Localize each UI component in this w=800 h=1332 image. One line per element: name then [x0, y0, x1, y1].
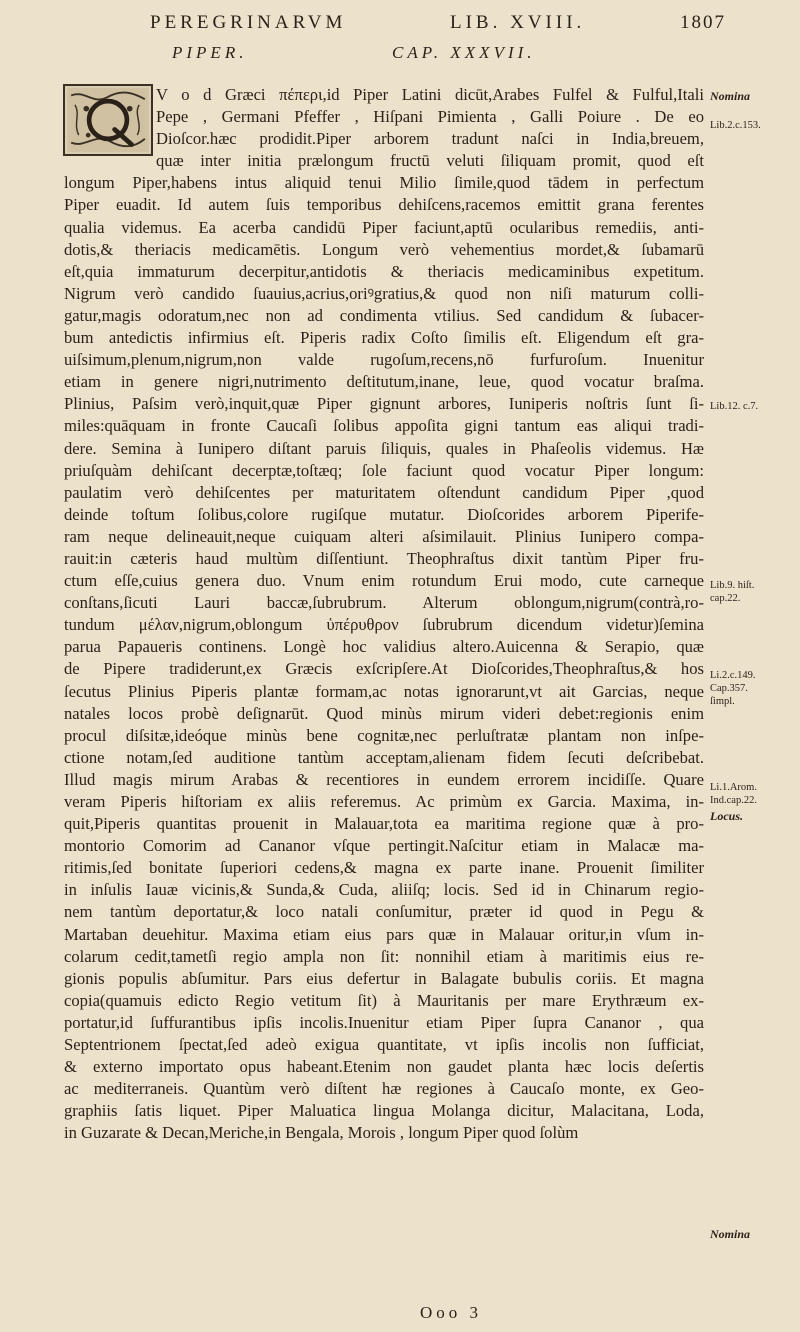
text-line: Martaban deuehitur. Maxima etiam eius pars quæ in Malauar oritur,in vſum in-	[64, 924, 704, 944]
margin-note: Lib.2.c.153.	[710, 120, 761, 131]
text-line: Pepe , Germani Pfeffer , Hiſpani Pimienta , Galli Poiure . De eo	[156, 107, 704, 127]
text-line: veram Piperis hiſtoriam ex aliis referemus. Ac primùm ex Garcia. Maxima, in-	[64, 792, 704, 811]
text-line: graphiis ſatis liquet. Piper Maluatica lingua Molanga dicitur, Malacitana, Loda,	[64, 1101, 704, 1121]
text-line: conſtans,ſicuti Lauri baccæ,ſubrubrum. Alterum oblongum,nigrum(contrà,ro-	[64, 593, 704, 613]
margin-note: Li.2.c.149.	[710, 670, 756, 681]
margin-note: Lib.9. hiſt.	[710, 580, 755, 591]
margin-note: Ind.cap.22.	[710, 795, 757, 806]
page-number: 1807	[680, 12, 726, 33]
margin-note: Cap.357.	[710, 683, 748, 694]
text-line: ac mediterraneis. Quantùm verò diſtent hæ regiones à Caucaſo monte, ex Geo-	[64, 1079, 704, 1099]
margin-note: Locus.	[710, 809, 743, 823]
text-line: paulatim verò dehiſcentes per maturitatem oſtendunt candidum Piper ,quod	[64, 482, 704, 502]
running-head-book: LIB. XVIII.	[450, 12, 586, 33]
text-line: ſecutus Plinius Piperis plantæ formam,ac notas ignorarunt,vt ait Garcias, neque	[64, 681, 704, 701]
text-line: gatur,magis odoratum,nec non ad condimenta vtilius. Sed candidum & ſubacer-	[64, 305, 704, 325]
text-line: quit,Piperis quantitas prouenit in Malauar,tota ea maritima regione quæ à pro-	[64, 814, 704, 834]
text-line: bum antedictis infirmius eſt. Piperis radix Coſto ſimilis eſt. Eligendum eſt gra-	[64, 328, 704, 348]
text-line: copia(quamuis edicto Regio vetitum ſit) à Mauritanis per mare Erythræum ex-	[64, 990, 704, 1010]
margin-note: Nomina	[710, 89, 751, 103]
text-line: dere. Semina à Iunipero diſtant paruis ſiliquis, quales in Phaſeolis videmus. Hæ	[64, 438, 704, 458]
text-line: in inſulis Iauæ vicinis,& Sunda,& Cuda, aliiſq; locis. Sed id in Chinarum regio-	[64, 880, 704, 900]
body-text	[64, 84, 704, 1145]
text-line: uiſsimum,plenum,nigrum,non valde rugoſum,recens,nō furfuroſum. Inuenitur	[64, 350, 704, 370]
chapter-number: CAP. XXXVII.	[392, 43, 536, 62]
text-line: de Pipere tradiderunt,ex Græcis exſcripſere.At Dioſcorides,Theophraſtus,& hos	[64, 659, 704, 679]
margin-note: Lib.12. c.7.	[710, 401, 759, 412]
margin-note: cap.22.	[710, 593, 741, 604]
text-line: longum Piper,habens intus aliquid tenui Milio ſimile,quod tādem in perfectum	[64, 173, 704, 193]
signature-mark: Ooo 3	[420, 1303, 483, 1322]
running-head-title: PEREGRINARVM	[150, 12, 347, 33]
text-line: eſt,quia immaturum decerpitur,antidotis & theriacis medicaminibus expetitum.	[64, 261, 704, 281]
text-line: montorio Comorim ad Cananor vſque pertingit.Naſcitur etiam in Malacæ ma-	[64, 836, 704, 856]
text-line: Dioſcor.hæc prodidit.Piper arborem tradunt naſci in India,breuem,	[156, 129, 704, 149]
text-line: ctum eſſe,cuius genera duo. Vnum enim rotundum Erui modo, cute carneque	[64, 571, 704, 591]
text-line: etiam in genere nigri,nutrimento deſtitutum,inane, leue, quod vocatur braſma.	[64, 372, 704, 392]
text-line: portatur,id ſuffurantibus ipſis incolis.Inuenitur etiam Piper ſupra Cananor , qua	[64, 1012, 704, 1032]
margin-note: Li.1.Arom.	[710, 782, 757, 793]
chapter-title: PIPER.	[172, 43, 248, 62]
text-line: qualia videmus. Ea acerba candidū Piper faciunt,aptū ocularibus remediis, anti-	[64, 217, 704, 237]
text-line: rauit:in cæteris haud multùm diſſentiunt. Theophraſtus dixit tantùm Piper fru-	[64, 548, 704, 568]
text-line: Illud magis mirum Arabas & recentiores in eundem errorem incidiſſe. Quare	[64, 769, 704, 789]
text-line: Piper euadit. Id autem ſuis temporibus dehiſcens,racemos emittit grana ferentes	[64, 195, 704, 215]
text-line: ritimis,ſed bonitate ſuperiori cedens,& magna ex parte inane. Prouenit ſimiliter	[64, 858, 704, 878]
text-line: colarum cedit,tametſi regio ampla non ſit: nonnihil etiam à maritimis eius re-	[64, 946, 704, 966]
text-line: ctione notam,ſed auditione tantùm acceptam,alienam fidem ſecuti deſcribebat.	[64, 747, 704, 767]
text-line: & externo importato opus habeant.Etenim non gaudet planta hæc locis deſertis	[64, 1057, 704, 1077]
text-line: priuſquàm dehiſcant decerptæ,toſtæq; ſole faciunt quod vocatur Piper longum:	[64, 460, 704, 480]
text-line: natales locos probè deſignarūt. Quod minùs mirum videri debet:regionis enim	[64, 703, 704, 723]
text-line: dotis,& theriacis medicamētis. Longum verò vehementius mordet,& ſubamarū	[64, 239, 704, 259]
text-line: gionis populis abſumitur. Pars eius defertur in Balagate bubulis coriis. Et magna	[64, 968, 704, 988]
text-line: Plinius, Paſsim verò,inquit,quæ Piper gignunt arbores, Iuniperis noſtris ſunt ſi-	[64, 394, 704, 414]
text-line: parua Papaueris continens. Longè hoc validius altero.Auicenna & Serapio, quæ	[64, 637, 704, 657]
margin-note: Nomina	[710, 1227, 751, 1241]
text-line: in Guzarate & Decan,Meriche,in Bengala, Morois , longum Piper quod ſolùm	[64, 1123, 579, 1143]
text-line: quæ inter initia prælongum fructū veluti ſiliquam promit, quod eſt	[156, 151, 704, 171]
text-line: deinde toſtum ſolibus,colore rugiſque mutatur. Dioſcorides arborem Piperife-	[64, 504, 704, 524]
text-line: Nigrum verò candido ſuauius,acrius,oriꝰgratius,& quod non niſi maturum colli-	[64, 283, 704, 303]
text-line: procul diſsitæ,ideóque minùs bene cognitæ,nec perluſtratæ plantam non inſpe-	[64, 725, 704, 745]
margin-note: ſimpl.	[710, 696, 735, 707]
text-line: ram neque delineauit,neque cuiquam alteri aſsimilauit. Plinius Iunipero compa-	[64, 526, 704, 546]
text-line: nem tantùm deportatur,& loco natali conſumitur, præter id quod in Pegu &	[64, 902, 704, 922]
text-line: V o d Græci πέπερι,id Piper Latini dicūt,Arabes Fulfel & Fulful,Itali	[156, 85, 704, 104]
text-line: Septentrionem ſpectat,ſed adeò exigua quantitate, vt ipſis incolis non ſufficiat,	[64, 1035, 704, 1055]
text-line: tundum μέλαν,nigrum,oblongum ὑπέρυθρον ſubrubrum dicendum videtur)ſemina	[64, 615, 704, 635]
text-line: miles:quāquam in fronte Caucaſi ſolibus appoſita gigni tantum eas aliqui tradi-	[64, 416, 704, 436]
